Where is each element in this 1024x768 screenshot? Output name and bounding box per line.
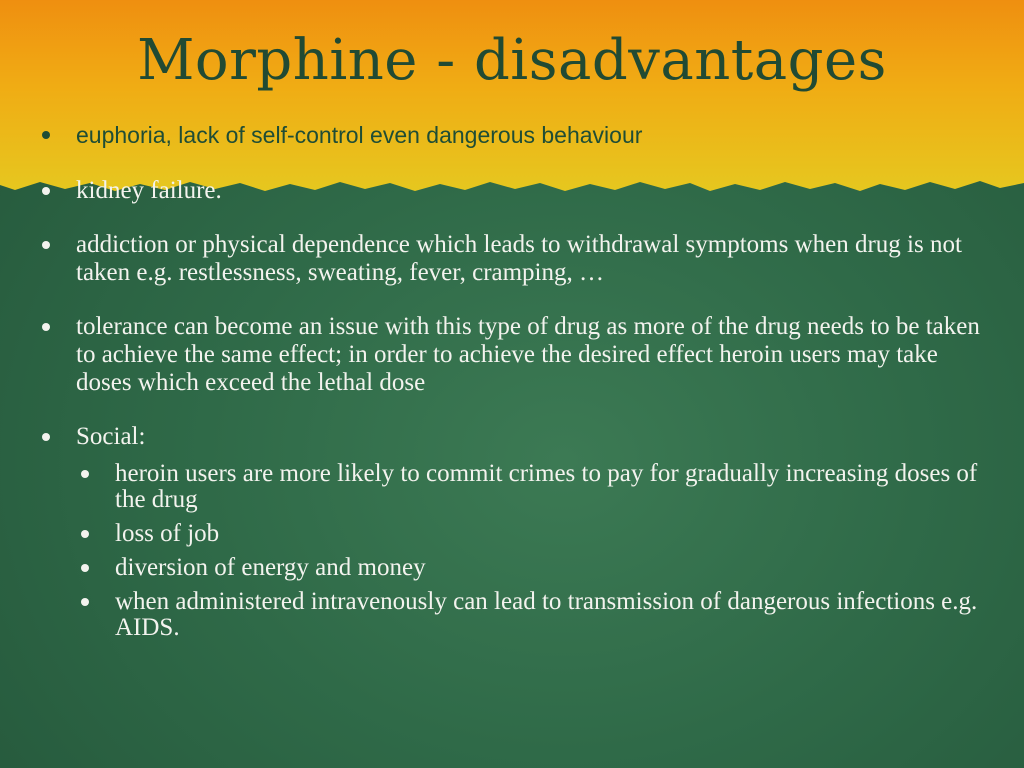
sub-bullet-item (79, 461, 990, 513)
bullet-icon (42, 433, 50, 441)
bullet-icon (42, 187, 50, 195)
sub-bullet-icon (81, 598, 89, 606)
bullet-icon (42, 323, 50, 331)
bullet-item (40, 120, 990, 150)
sub-bullet-text: when administered intravenously can lead to transmission of dangerous infections e.g. AIDS. (115, 588, 978, 641)
bullet-list (40, 120, 990, 641)
bullet-icon (42, 131, 50, 139)
bullet-item (40, 177, 990, 205)
bullet-icon (42, 241, 50, 249)
sub-bullet-text: diversion of energy and money (115, 554, 426, 581)
sub-bullet-text: loss of job (115, 520, 220, 547)
sub-bullet-icon (81, 470, 89, 478)
bullet-text: euphoria, lack of self-control even dangerous behaviour (76, 122, 643, 148)
bullet-text: tolerance can become an issue with this type of drug as more of the drug needs to be taken to achieve the same effect; in order to achieve the desired effect heroin users may take doses which exceed the lethal dose (76, 313, 980, 396)
bullet-text: addiction or physical dependence which leads to withdrawal symptoms when drug is not taken e.g. restlessness, sweating, fever, cramping, … (76, 231, 962, 286)
bullet-text: Social: (76, 423, 146, 450)
bullet-item (40, 231, 990, 287)
sub-bullet-item (79, 521, 990, 547)
bullet-item (40, 423, 990, 451)
sub-bullet-item (79, 589, 990, 641)
sub-bullet-icon (81, 564, 89, 572)
bullet-item (40, 313, 990, 397)
sub-bullet-icon (81, 530, 89, 538)
sub-bullet-text: heroin users are more likely to commit crimes to pay for gradually increasing doses of the drug (115, 460, 978, 513)
bullet-text: kidney failure. (76, 177, 222, 204)
sub-bullet-item (79, 555, 990, 581)
slide-title: Morphine - disadvantages (137, 28, 887, 93)
